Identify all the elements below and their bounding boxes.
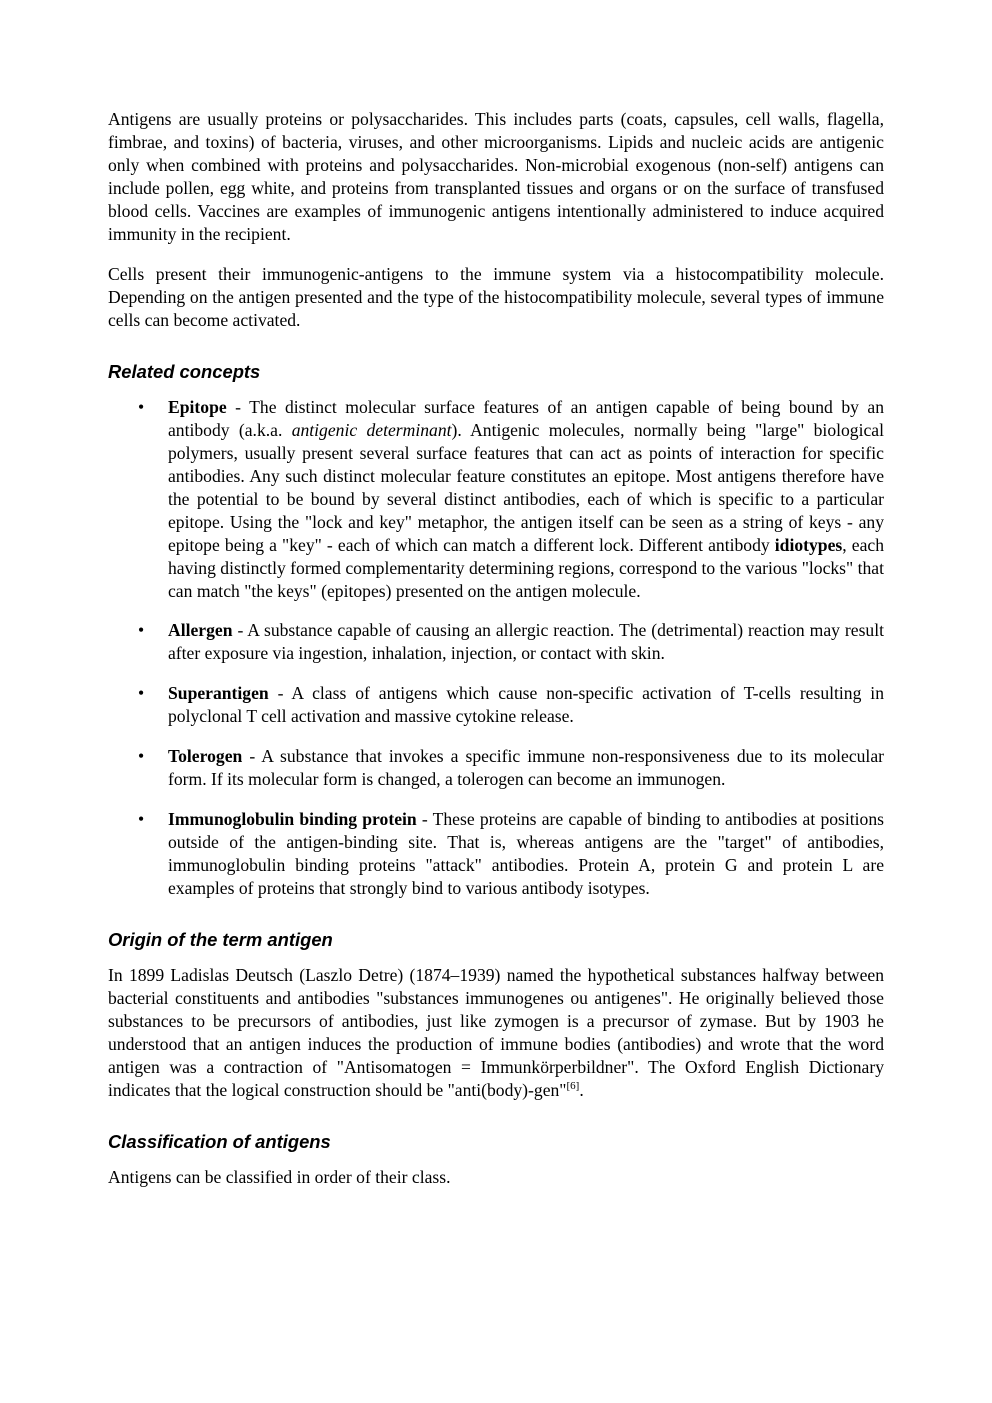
document-page	[108, 108, 884, 1189]
term-epitope: Epitope	[168, 397, 227, 417]
term-superantigen: Superantigen	[168, 683, 269, 703]
origin-paragraph	[108, 964, 884, 1102]
list-item-tolerogen	[108, 745, 884, 791]
bullet-icon: •	[138, 620, 145, 640]
epitope-text-c: , each having distinctly formed complementarity determining regions, correspond to the various "locks" that can match "the keys" (epitopes) presented on the antigen molecule.	[168, 535, 885, 601]
classification-paragraph: Antigens can be classified in order of their class.	[108, 1167, 451, 1187]
immunoglobulin-text: - These proteins are capable of binding to antibodies at positions outside of the antigen-binding site. That is, whereas antigens are the "target" of antibodies, immunoglobulin binding proteins "attack" antibodies. Protein A, protein G and protein L are examples of proteins that strongly bind to various antibody isotypes.	[168, 809, 884, 898]
bullet-icon: •	[138, 397, 145, 417]
term-allergen: Allergen	[168, 620, 233, 640]
list-item-allergen	[108, 619, 884, 665]
origin-heading: Origin of the term antigen	[108, 929, 333, 950]
related-concepts-list	[108, 396, 884, 900]
epitope-emphasis: antigenic determinant	[291, 420, 452, 440]
list-item-superantigen	[108, 682, 884, 728]
bullet-icon: •	[138, 746, 145, 766]
allergen-text: - A substance capable of causing an allergic reaction. The (detrimental) reaction may result after exposure via ingestion, inhalation, injection, or contact with skin.	[168, 620, 884, 663]
list-item-epitope	[108, 396, 884, 603]
citation-link[interactable]: [6]	[566, 1080, 580, 1092]
term-idiotypes: idiotypes	[774, 535, 843, 555]
intro-paragraph-1: Antigens are usually proteins or polysaccharides. This includes parts (coats, capsules, cell walls, flagella, fimbrae, and toxins) of bacteria, viruses, and other microorganisms. Lipids and nucleic acids are antigenic only when combined with proteins and polysaccharides. Non-microbial exogenous (non-self) antigens can include pollen, egg white, and proteins from transplanted tissues and organs or on the surface of transfused blood cells. Vaccines are examples of immunogenic antigens intentionally administered to induce acquired immunity in the recipient.	[108, 109, 884, 244]
term-tolerogen: Tolerogen	[168, 746, 243, 766]
bullet-icon: •	[138, 683, 145, 703]
epitope-text-a: - The distinct molecular surface features of an antigen capable of being bound by an antibody (a.k.a.	[168, 397, 884, 440]
origin-end: .	[579, 1080, 584, 1100]
origin-text: In 1899 Ladislas Deutsch (Laszlo Detre) (1874–1939) named the hypothetical substances halfway between bacterial constituents and antibodies "substances immunogenes ou antigenes". He originally believed those substances to be precursors of antibodies, just like zymogen is a precursor of zymase. But by 1903 he understood that an antigen induces the production of immune bodies (antibodies) and wrote that the word antigen was a contraction of "Antisomatogen = Immunkörperbildner". The Oxford English Dictionary indicates that the logical construction should be "anti(body)-gen"	[108, 965, 884, 1100]
related-concepts-heading: Related concepts	[108, 361, 261, 382]
classification-heading: Classification of antigens	[108, 1131, 331, 1152]
intro-paragraph-2: Cells present their immunogenic-antigens to the immune system via a histocompatibility molecule. Depending on the antigen presented and the type of the histocompatibility molecule, several types of immune cells can become activated.	[108, 264, 884, 330]
superantigen-text: - A class of antigens which cause non-specific activation of T-cells resulting in polyclonal T cell activation and massive cytokine release.	[168, 683, 884, 726]
tolerogen-text: - A substance that invokes a specific immune non-responsiveness due to its molecular form. If its molecular form is changed, a tolerogen can become an immunogen.	[168, 746, 884, 789]
term-immunoglobulin-binding-protein: Immunoglobulin binding protein	[168, 809, 417, 829]
list-item-immunoglobulin-binding-protein	[108, 808, 884, 900]
bullet-icon: •	[138, 809, 145, 829]
epitope-text-b: ). Antigenic molecules, normally being "large" biological polymers, usually present several surface features that can act as points of interaction for specific antibodies. Any such distinct molecular feature constitutes an epitope. Most antigens therefore have the potential to be bound by several distinct antibodies, each of which is specific to a particular epitope. Using the "lock and key" metaphor, the antigen itself can be seen as a string of keys - any epitope being a "key" - each of which can match a different lock. Different antibody	[168, 420, 884, 555]
